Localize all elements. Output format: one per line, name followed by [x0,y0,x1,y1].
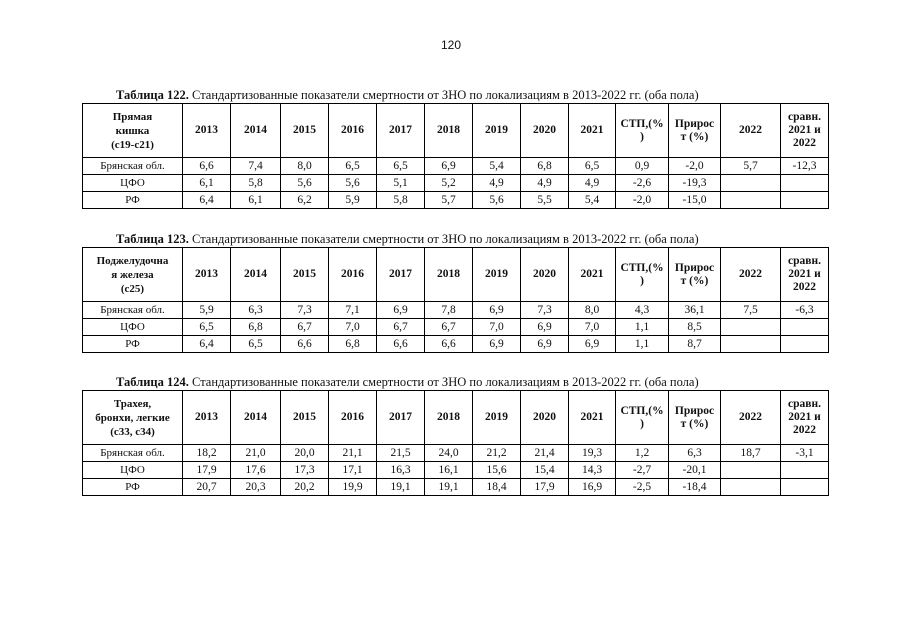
column-header-line: СТП,(% [620,261,664,274]
column-header: 2015 [281,391,329,445]
value-cell: 6,9 [425,158,473,175]
table-row [83,336,829,353]
column-header-line: СТП,(% [620,117,664,130]
value-cell: 7,0 [569,319,616,336]
value-cell: 5,2 [425,175,473,192]
table-row [83,479,829,496]
value-cell: 15,4 [521,462,569,479]
table-caption [116,88,828,103]
column-header: 2017 [377,104,425,158]
value-cell: 20,7 [183,479,231,496]
column-header: 2013 [183,104,231,158]
value-cell: 4,9 [521,175,569,192]
value-cell: 6,9 [377,302,425,319]
localization-line: Трахея, [113,397,152,410]
region-cell: ЦФО [83,175,183,192]
value-cell: 6,7 [425,319,473,336]
value-cell: 19,3 [569,445,616,462]
region-cell: ЦФО [83,319,183,336]
table-caption-number: Таблица 122. [116,88,189,102]
value-cell: -2,0 [669,158,721,175]
region-cell: Брянская обл. [83,302,183,319]
value-cell: 8,5 [669,319,721,336]
column-header-line: ) [640,130,644,143]
table-row [83,462,829,479]
value-cell: 6,9 [473,302,521,319]
value-cell: 6,8 [521,158,569,175]
column-header-line: ) [640,417,644,430]
value-cell: 20,3 [231,479,281,496]
localization-line: я железа [111,268,154,281]
column-header: 2016 [329,104,377,158]
value-cell [781,462,829,479]
value-cell: 19,1 [377,479,425,496]
value-cell: 21,5 [377,445,425,462]
column-header: 2021 [569,248,616,302]
column-header [669,104,721,158]
value-cell: 6,6 [377,336,425,353]
column-header-line: т (%) [680,274,709,287]
value-cell [721,479,781,496]
value-cell: 16,9 [569,479,616,496]
column-header [616,104,669,158]
value-cell: 5,8 [231,175,281,192]
value-cell: 8,0 [569,302,616,319]
column-header-line: Прирос [674,404,715,417]
column-header: 2014 [231,104,281,158]
value-cell: 6,6 [425,336,473,353]
column-header: 2013 [183,391,231,445]
value-cell [781,175,829,192]
column-header: 2021 [569,104,616,158]
mortality-table [82,247,829,353]
column-header: 2018 [425,104,473,158]
value-cell: 6,6 [183,158,231,175]
column-header: 2019 [473,391,521,445]
column-header: 2021 [569,391,616,445]
value-cell: 6,8 [231,319,281,336]
column-header [616,391,669,445]
value-cell [721,175,781,192]
value-cell: 5,6 [329,175,377,192]
column-header-line: т (%) [680,417,709,430]
region-cell: РФ [83,336,183,353]
value-cell: 5,7 [721,158,781,175]
value-cell: 4,9 [473,175,521,192]
page-number: 120 [440,38,462,52]
value-cell: 16,3 [377,462,425,479]
value-cell: 6,5 [569,158,616,175]
value-cell: 5,4 [473,158,521,175]
header-row [83,391,829,445]
value-cell: 36,1 [669,302,721,319]
column-header-line: Прирос [674,117,715,130]
table-caption [116,232,828,247]
value-cell: 5,5 [521,192,569,209]
localization-line: Поджелудочна [96,254,169,267]
localization-line: кишка [115,124,150,137]
localization-line: (с25) [120,282,145,295]
value-cell: 21,1 [329,445,377,462]
value-cell: 24,0 [425,445,473,462]
value-cell: 5,9 [329,192,377,209]
table-caption-text: Стандартизованные показатели смертности от ЗНО по локализациям в 2013-2022 гг. (оба пола) [188,88,699,102]
value-cell: 6,8 [329,336,377,353]
table-row [83,158,829,175]
value-cell: 1,1 [616,319,669,336]
mortality-table [82,390,829,496]
value-cell: 6,9 [473,336,521,353]
value-cell: -19,3 [669,175,721,192]
column-header: 2013 [183,248,231,302]
value-cell: 8,7 [669,336,721,353]
table-block-123 [82,232,828,353]
value-cell: 1,2 [616,445,669,462]
value-cell: -6,3 [781,302,829,319]
column-header: 2022 [721,104,781,158]
value-cell: 7,8 [425,302,473,319]
value-cell: 5,6 [281,175,329,192]
column-header: 2016 [329,391,377,445]
value-cell: -3,1 [781,445,829,462]
value-cell: -2,0 [616,192,669,209]
value-cell: -2,5 [616,479,669,496]
table-block-122 [82,88,828,209]
column-header: 2017 [377,391,425,445]
column-header-line: 2022 [793,281,816,293]
value-cell: 6,9 [521,319,569,336]
value-cell: 18,2 [183,445,231,462]
value-cell: 21,0 [231,445,281,462]
value-cell: 6,7 [377,319,425,336]
value-cell: 20,2 [281,479,329,496]
column-header-line: СТП,(% [620,404,664,417]
value-cell: -15,0 [669,192,721,209]
localization-line: (с19-с21) [111,138,154,151]
value-cell: 7,0 [329,319,377,336]
value-cell: 6,4 [183,192,231,209]
column-header: 2019 [473,104,521,158]
region-cell: ЦФО [83,462,183,479]
value-cell: 18,7 [721,445,781,462]
value-cell: -2,7 [616,462,669,479]
table-caption-text: Стандартизованные показатели смертности от ЗНО по локализациям в 2013-2022 гг. (оба пола) [188,375,699,389]
localization-header [83,248,183,302]
column-header-line: т (%) [680,130,709,143]
value-cell: 5,6 [473,192,521,209]
value-cell: 4,9 [569,175,616,192]
table-row [83,319,829,336]
value-cell: 17,1 [329,462,377,479]
region-cell: Брянская обл. [83,158,183,175]
value-cell: -12,3 [781,158,829,175]
value-cell: 14,3 [569,462,616,479]
value-cell [781,479,829,496]
mortality-table [82,103,829,209]
value-cell: 7,0 [473,319,521,336]
value-cell: 17,3 [281,462,329,479]
table-caption-number: Таблица 124. [116,375,189,389]
value-cell: 6,5 [183,319,231,336]
table-block-124 [82,375,828,496]
value-cell: 6,7 [281,319,329,336]
value-cell: 6,6 [281,336,329,353]
column-header: 2014 [231,391,281,445]
column-header: 2020 [521,104,569,158]
value-cell: 15,6 [473,462,521,479]
value-cell: 6,3 [231,302,281,319]
column-header: 2015 [281,248,329,302]
region-cell: Брянская обл. [83,445,183,462]
localization-header [83,391,183,445]
value-cell: 6,5 [329,158,377,175]
column-header [616,248,669,302]
value-cell: -18,4 [669,479,721,496]
value-cell: 5,1 [377,175,425,192]
localization-header [83,104,183,158]
region-cell: РФ [83,479,183,496]
column-header: 2015 [281,104,329,158]
value-cell: 0,9 [616,158,669,175]
value-cell: 6,9 [521,336,569,353]
value-cell: 5,9 [183,302,231,319]
column-header-line: ) [640,274,644,287]
table-row [83,302,829,319]
value-cell: 6,2 [281,192,329,209]
column-header-line: 2022 [793,424,816,436]
column-header-line: сравн. [788,398,821,410]
value-cell: 21,2 [473,445,521,462]
column-header-line: 2022 [793,137,816,149]
localization-line: (с33, с34) [110,425,155,438]
value-cell: 7,5 [721,302,781,319]
value-cell: 18,4 [473,479,521,496]
column-header [781,248,829,302]
value-cell: 6,3 [669,445,721,462]
value-cell: 7,3 [281,302,329,319]
column-header-line: 2021 и [788,268,821,280]
column-header: 2020 [521,391,569,445]
table-row [83,192,829,209]
column-header: 2014 [231,248,281,302]
column-header: 2019 [473,248,521,302]
value-cell: 6,5 [377,158,425,175]
value-cell: 8,0 [281,158,329,175]
value-cell: 6,5 [231,336,281,353]
column-header: 2022 [721,248,781,302]
value-cell: 21,4 [521,445,569,462]
value-cell: 19,9 [329,479,377,496]
column-header [781,391,829,445]
value-cell: 4,3 [616,302,669,319]
value-cell: -2,6 [616,175,669,192]
value-cell: 17,9 [521,479,569,496]
column-header [669,391,721,445]
column-header [669,248,721,302]
column-header: 2018 [425,248,473,302]
value-cell: 17,6 [231,462,281,479]
table-row [83,175,829,192]
header-row [83,104,829,158]
value-cell: 16,1 [425,462,473,479]
table-caption-number: Таблица 123. [116,232,189,246]
table-caption [116,375,828,390]
value-cell: 17,9 [183,462,231,479]
column-header-line: 2021 и [788,411,821,423]
value-cell: 7,4 [231,158,281,175]
column-header-line: 2021 и [788,124,821,136]
value-cell: 6,4 [183,336,231,353]
value-cell: -20,1 [669,462,721,479]
value-cell [721,192,781,209]
header-row [83,248,829,302]
table-row [83,445,829,462]
column-header-line: Прирос [674,261,715,274]
value-cell [781,336,829,353]
column-header: 2017 [377,248,425,302]
column-header: 2020 [521,248,569,302]
value-cell [721,336,781,353]
value-cell: 6,9 [569,336,616,353]
column-header-line: сравн. [788,111,821,123]
value-cell [721,462,781,479]
column-header: 2018 [425,391,473,445]
value-cell: 7,3 [521,302,569,319]
value-cell [781,192,829,209]
value-cell [721,319,781,336]
column-header: 2022 [721,391,781,445]
value-cell: 5,4 [569,192,616,209]
value-cell: 1,1 [616,336,669,353]
column-header: 2016 [329,248,377,302]
table-caption-text: Стандартизованные показатели смертности от ЗНО по локализациям в 2013-2022 гг. (оба пола) [188,232,699,246]
value-cell: 6,1 [183,175,231,192]
value-cell: 6,1 [231,192,281,209]
value-cell: 5,8 [377,192,425,209]
value-cell: 5,7 [425,192,473,209]
region-cell: РФ [83,192,183,209]
value-cell [781,319,829,336]
value-cell: 7,1 [329,302,377,319]
value-cell: 19,1 [425,479,473,496]
column-header [781,104,829,158]
localization-line: Прямая [112,110,153,123]
value-cell: 20,0 [281,445,329,462]
localization-line: бронхи, легкие [95,411,170,424]
column-header-line: сравн. [788,255,821,267]
